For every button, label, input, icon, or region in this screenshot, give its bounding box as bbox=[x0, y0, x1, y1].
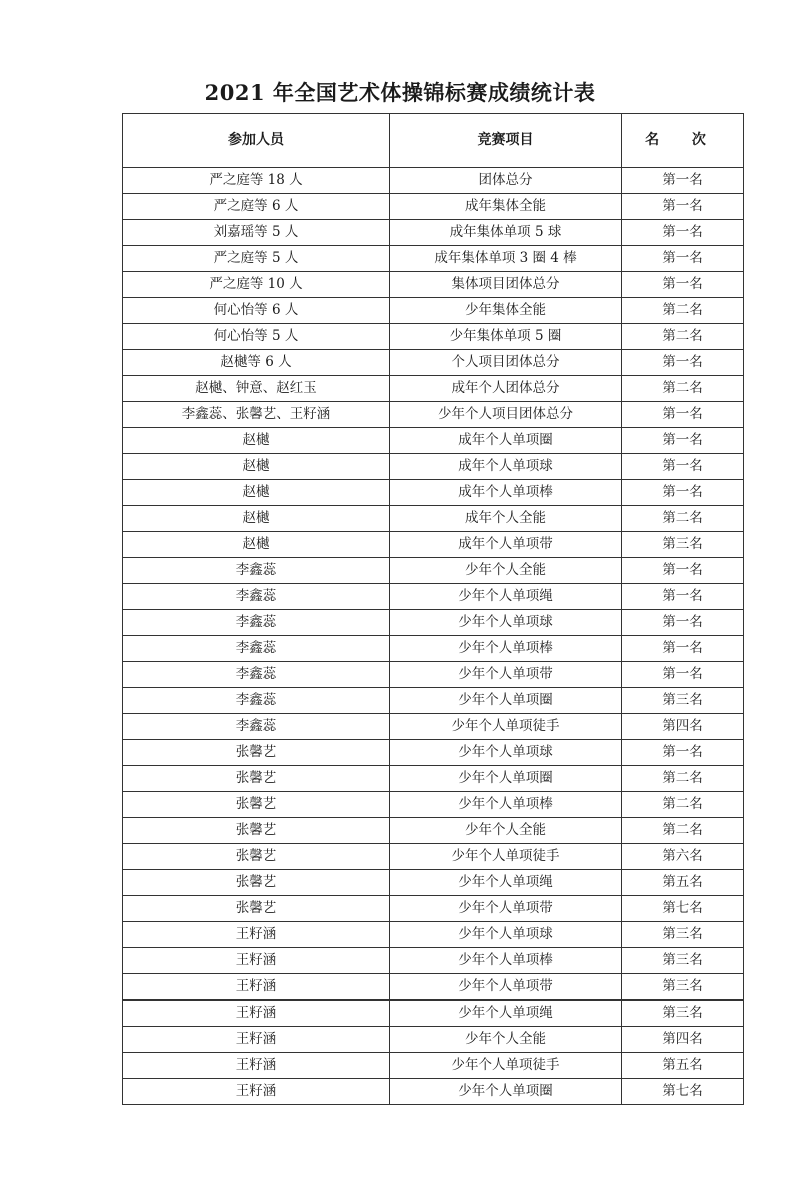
cell-participants: 严之庭等 6 人 bbox=[123, 194, 390, 220]
table-row bbox=[123, 740, 744, 766]
cell-event: 少年个人单项绳 bbox=[390, 584, 622, 610]
table-row bbox=[123, 402, 744, 428]
table-row bbox=[123, 766, 744, 792]
cell-participants: 李鑫蕊 bbox=[123, 714, 390, 740]
cell-event: 少年个人单项棒 bbox=[390, 948, 622, 974]
cell-participants: 赵樾 bbox=[123, 532, 390, 558]
cell-rank: 第三名 bbox=[622, 974, 744, 1001]
table-row bbox=[123, 532, 744, 558]
table-row bbox=[123, 584, 744, 610]
cell-event: 少年个人单项圈 bbox=[390, 1079, 622, 1105]
cell-event: 个人项目团体总分 bbox=[390, 350, 622, 376]
cell-rank: 第二名 bbox=[622, 324, 744, 350]
cell-participants: 王籽涵 bbox=[123, 1027, 390, 1053]
cell-participants: 赵樾、钟意、赵红玉 bbox=[123, 376, 390, 402]
cell-event: 少年个人单项带 bbox=[390, 662, 622, 688]
cell-participants: 赵樾 bbox=[123, 428, 390, 454]
table-row bbox=[123, 818, 744, 844]
cell-rank: 第一名 bbox=[622, 558, 744, 584]
cell-rank: 第四名 bbox=[622, 714, 744, 740]
cell-rank: 第一名 bbox=[622, 428, 744, 454]
cell-event: 成年集体单项 3 圈 4 棒 bbox=[390, 246, 622, 272]
cell-event: 成年集体单项 5 球 bbox=[390, 220, 622, 246]
cell-rank: 第七名 bbox=[622, 1079, 744, 1105]
table-row bbox=[123, 350, 744, 376]
cell-participants: 王籽涵 bbox=[123, 948, 390, 974]
cell-event: 少年个人单项棒 bbox=[390, 636, 622, 662]
table-row bbox=[123, 454, 744, 480]
cell-event: 少年个人单项球 bbox=[390, 922, 622, 948]
cell-rank: 第一名 bbox=[622, 740, 744, 766]
cell-rank: 第二名 bbox=[622, 792, 744, 818]
cell-event: 集体项目团体总分 bbox=[390, 272, 622, 298]
table-row bbox=[123, 246, 744, 272]
table-row bbox=[123, 376, 744, 402]
cell-participants: 何心怡等 6 人 bbox=[123, 298, 390, 324]
table-row bbox=[123, 428, 744, 454]
cell-participants: 张馨艺 bbox=[123, 740, 390, 766]
table-row bbox=[123, 896, 744, 922]
table-row bbox=[123, 220, 744, 246]
header-event: 竞赛项目 bbox=[390, 114, 622, 168]
table-row bbox=[123, 1053, 744, 1079]
table-row bbox=[123, 168, 744, 194]
cell-rank: 第二名 bbox=[622, 506, 744, 532]
cell-event: 少年个人单项徒手 bbox=[390, 844, 622, 870]
table-row bbox=[123, 870, 744, 896]
cell-rank: 第二名 bbox=[622, 298, 744, 324]
cell-event: 少年个人全能 bbox=[390, 558, 622, 584]
cell-event: 少年个人单项绳 bbox=[390, 870, 622, 896]
cell-event: 少年个人单项圈 bbox=[390, 688, 622, 714]
cell-rank: 第一名 bbox=[622, 402, 744, 428]
cell-rank: 第五名 bbox=[622, 1053, 744, 1079]
cell-participants: 何心怡等 5 人 bbox=[123, 324, 390, 350]
page-title: 2021 年全国艺术体操锦标赛成绩统计表 bbox=[204, 80, 596, 105]
cell-participants: 严之庭等 5 人 bbox=[123, 246, 390, 272]
cell-rank: 第二名 bbox=[622, 818, 744, 844]
cell-participants: 刘嘉瑶等 5 人 bbox=[123, 220, 390, 246]
table-row bbox=[123, 194, 744, 220]
cell-participants: 张馨艺 bbox=[123, 896, 390, 922]
cell-event: 少年个人单项徒手 bbox=[390, 1053, 622, 1079]
cell-participants: 严之庭等 18 人 bbox=[123, 168, 390, 194]
cell-rank: 第一名 bbox=[622, 584, 744, 610]
cell-participants: 赵樾 bbox=[123, 506, 390, 532]
cell-participants: 李鑫蕊 bbox=[123, 688, 390, 714]
cell-rank: 第三名 bbox=[622, 922, 744, 948]
table-row bbox=[123, 1079, 744, 1105]
cell-participants: 李鑫蕊 bbox=[123, 662, 390, 688]
cell-participants: 王籽涵 bbox=[123, 1000, 390, 1027]
cell-participants: 张馨艺 bbox=[123, 792, 390, 818]
header-rank: 名 次 bbox=[622, 114, 744, 168]
header-participants: 参加人员 bbox=[123, 114, 390, 168]
cell-participants: 王籽涵 bbox=[123, 974, 390, 1001]
cell-participants: 严之庭等 10 人 bbox=[123, 272, 390, 298]
cell-rank: 第一名 bbox=[622, 350, 744, 376]
cell-participants: 赵樾等 6 人 bbox=[123, 350, 390, 376]
table-body bbox=[123, 168, 744, 1105]
table-row bbox=[123, 922, 744, 948]
cell-participants: 王籽涵 bbox=[123, 1079, 390, 1105]
cell-participants: 李鑫蕊 bbox=[123, 584, 390, 610]
table-row bbox=[123, 480, 744, 506]
table-header-row bbox=[123, 114, 744, 168]
cell-event: 团体总分 bbox=[390, 168, 622, 194]
cell-event: 成年个人单项圈 bbox=[390, 428, 622, 454]
cell-event: 少年个人单项徒手 bbox=[390, 714, 622, 740]
cell-rank: 第一名 bbox=[622, 662, 744, 688]
cell-participants: 赵樾 bbox=[123, 480, 390, 506]
cell-rank: 第一名 bbox=[622, 610, 744, 636]
results-table bbox=[122, 113, 744, 1105]
table-row bbox=[123, 714, 744, 740]
cell-event: 少年个人单项棒 bbox=[390, 792, 622, 818]
cell-rank: 第七名 bbox=[622, 896, 744, 922]
cell-event: 少年个人单项带 bbox=[390, 896, 622, 922]
cell-event: 成年个人单项球 bbox=[390, 454, 622, 480]
table-row bbox=[123, 1027, 744, 1053]
table-row bbox=[123, 324, 744, 350]
cell-event: 少年个人单项球 bbox=[390, 610, 622, 636]
cell-event: 成年个人单项带 bbox=[390, 532, 622, 558]
cell-rank: 第一名 bbox=[622, 454, 744, 480]
cell-rank: 第一名 bbox=[622, 194, 744, 220]
table-row bbox=[123, 272, 744, 298]
cell-event: 少年个人单项带 bbox=[390, 974, 622, 1001]
cell-rank: 第六名 bbox=[622, 844, 744, 870]
cell-event: 少年集体单项 5 圈 bbox=[390, 324, 622, 350]
cell-participants: 王籽涵 bbox=[123, 922, 390, 948]
table-row bbox=[123, 558, 744, 584]
cell-rank: 第一名 bbox=[622, 220, 744, 246]
table-row bbox=[123, 948, 744, 974]
cell-rank: 第一名 bbox=[622, 480, 744, 506]
table-row bbox=[123, 688, 744, 714]
cell-rank: 第一名 bbox=[622, 246, 744, 272]
cell-event: 少年个人单项球 bbox=[390, 740, 622, 766]
table-row bbox=[123, 610, 744, 636]
cell-event: 少年个人单项圈 bbox=[390, 766, 622, 792]
table-row bbox=[123, 298, 744, 324]
cell-participants: 李鑫蕊 bbox=[123, 636, 390, 662]
table-row bbox=[123, 844, 744, 870]
cell-event: 少年个人项目团体总分 bbox=[390, 402, 622, 428]
cell-rank: 第五名 bbox=[622, 870, 744, 896]
cell-participants: 张馨艺 bbox=[123, 844, 390, 870]
cell-event: 成年个人全能 bbox=[390, 506, 622, 532]
cell-participants: 李鑫蕊、张馨艺、王籽涵 bbox=[123, 402, 390, 428]
table-row bbox=[123, 636, 744, 662]
cell-event: 成年集体全能 bbox=[390, 194, 622, 220]
table-row bbox=[123, 506, 744, 532]
table-row bbox=[123, 1000, 744, 1027]
cell-rank: 第二名 bbox=[622, 376, 744, 402]
cell-participants: 李鑫蕊 bbox=[123, 558, 390, 584]
table-row bbox=[123, 792, 744, 818]
cell-rank: 第四名 bbox=[622, 1027, 744, 1053]
cell-rank: 第三名 bbox=[622, 1000, 744, 1027]
cell-event: 少年个人全能 bbox=[390, 1027, 622, 1053]
cell-event: 少年个人全能 bbox=[390, 818, 622, 844]
cell-rank: 第三名 bbox=[622, 948, 744, 974]
cell-participants: 张馨艺 bbox=[123, 818, 390, 844]
cell-rank: 第一名 bbox=[622, 168, 744, 194]
cell-participants: 张馨艺 bbox=[123, 766, 390, 792]
cell-participants: 李鑫蕊 bbox=[123, 610, 390, 636]
cell-rank: 第三名 bbox=[622, 688, 744, 714]
cell-event: 少年个人单项绳 bbox=[390, 1000, 622, 1027]
cell-participants: 赵樾 bbox=[123, 454, 390, 480]
cell-rank: 第一名 bbox=[622, 272, 744, 298]
cell-event: 成年个人单项棒 bbox=[390, 480, 622, 506]
cell-event: 成年个人团体总分 bbox=[390, 376, 622, 402]
cell-participants: 王籽涵 bbox=[123, 1053, 390, 1079]
table-row bbox=[123, 662, 744, 688]
cell-rank: 第三名 bbox=[622, 532, 744, 558]
cell-event: 少年集体全能 bbox=[390, 298, 622, 324]
table-row bbox=[123, 974, 744, 1001]
cell-rank: 第一名 bbox=[622, 636, 744, 662]
cell-rank: 第二名 bbox=[622, 766, 744, 792]
cell-participants: 张馨艺 bbox=[123, 870, 390, 896]
